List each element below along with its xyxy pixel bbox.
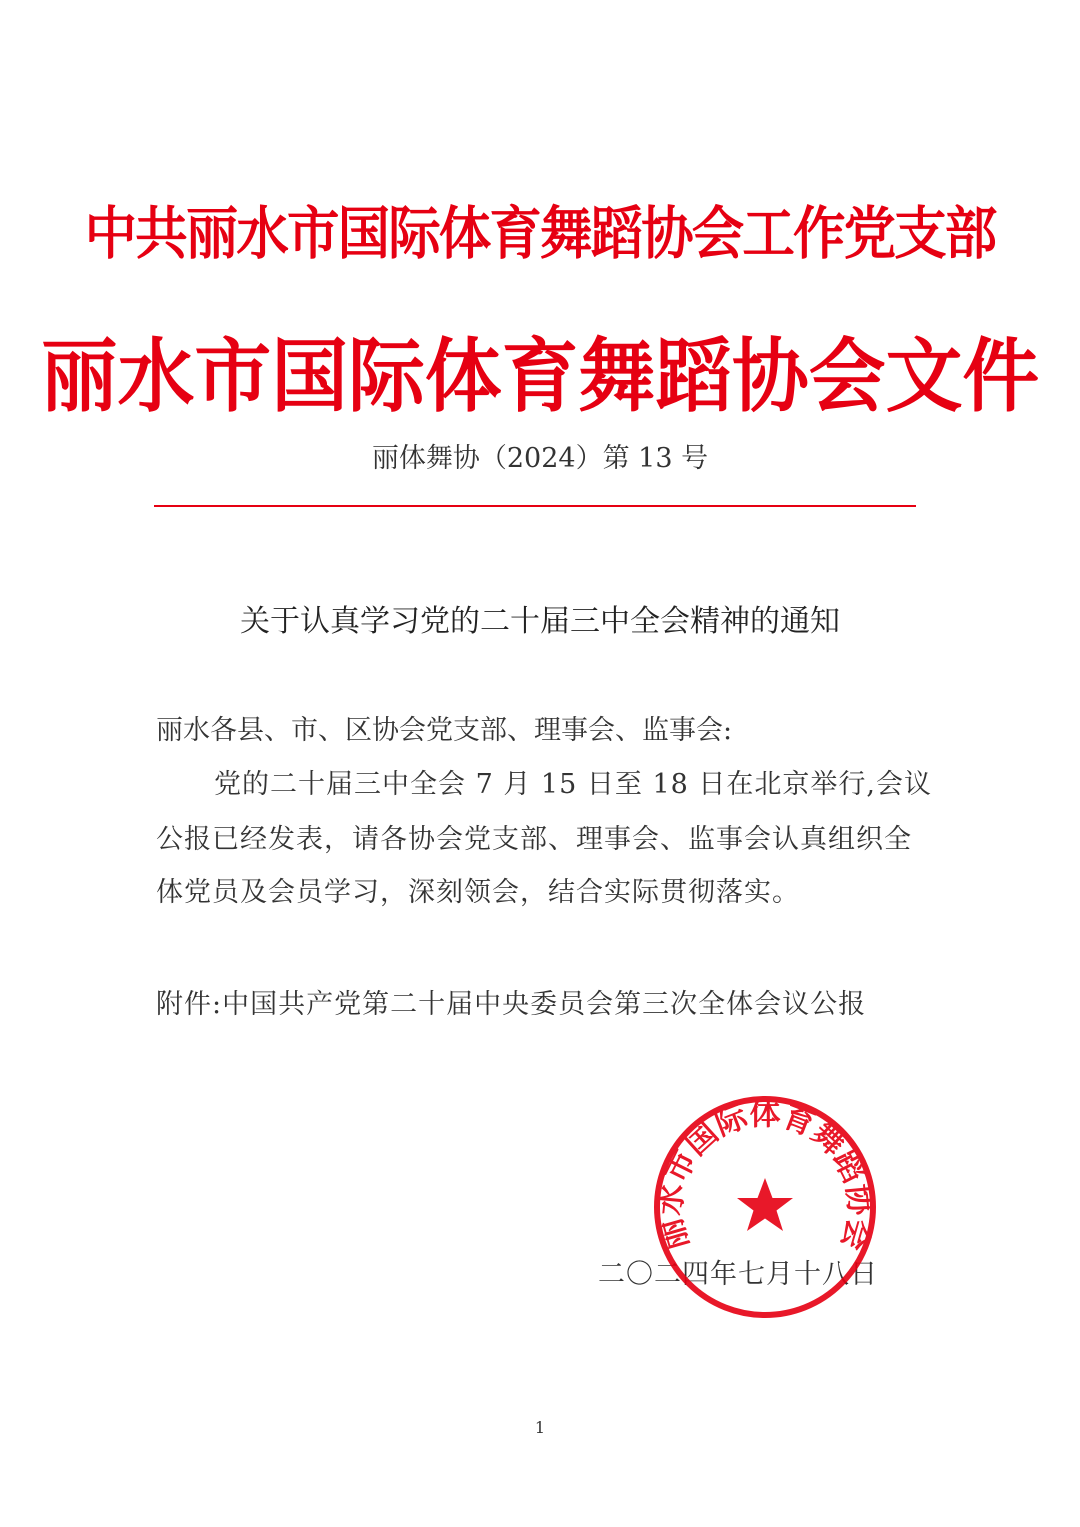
red-divider — [154, 505, 916, 507]
body-line-1: 党的二十届三中全会 7 月 15 日至 18 日在北京举行,会议 — [214, 769, 932, 800]
official-seal-icon — [650, 1092, 880, 1322]
notice-title: 关于认真学习党的二十届三中全会精神的通知 — [240, 604, 840, 639]
body-line-2: 公报已经发表，请各协会党支部、理事会、监事会认真组织全 — [156, 824, 912, 855]
issue-date: 二〇二四年七月十八日 — [598, 1259, 878, 1290]
document-number: 丽体舞协（2024）第 13 号 — [371, 443, 709, 474]
page-number: 1 — [534, 1418, 546, 1437]
attachment-line: 附件:中国共产党第二十届中央委员会第三次全体会议公报 — [156, 989, 867, 1020]
issuer-header-association: 丽水市国际体育舞蹈协会文件 — [40, 330, 1040, 423]
issuer-header-party-branch: 中共丽水市国际体育舞蹈协会工作党支部 — [84, 201, 996, 267]
addressee: 丽水各县、市、区协会党支部、理事会、监事会: — [156, 715, 733, 746]
body-line-3: 体党员及会员学习，深刻领会，结合实际贯彻落实。 — [156, 877, 800, 908]
seal-star-icon — [737, 1178, 793, 1231]
seal-text: 丽水市国际体育舞蹈协会 — [652, 1096, 878, 1255]
